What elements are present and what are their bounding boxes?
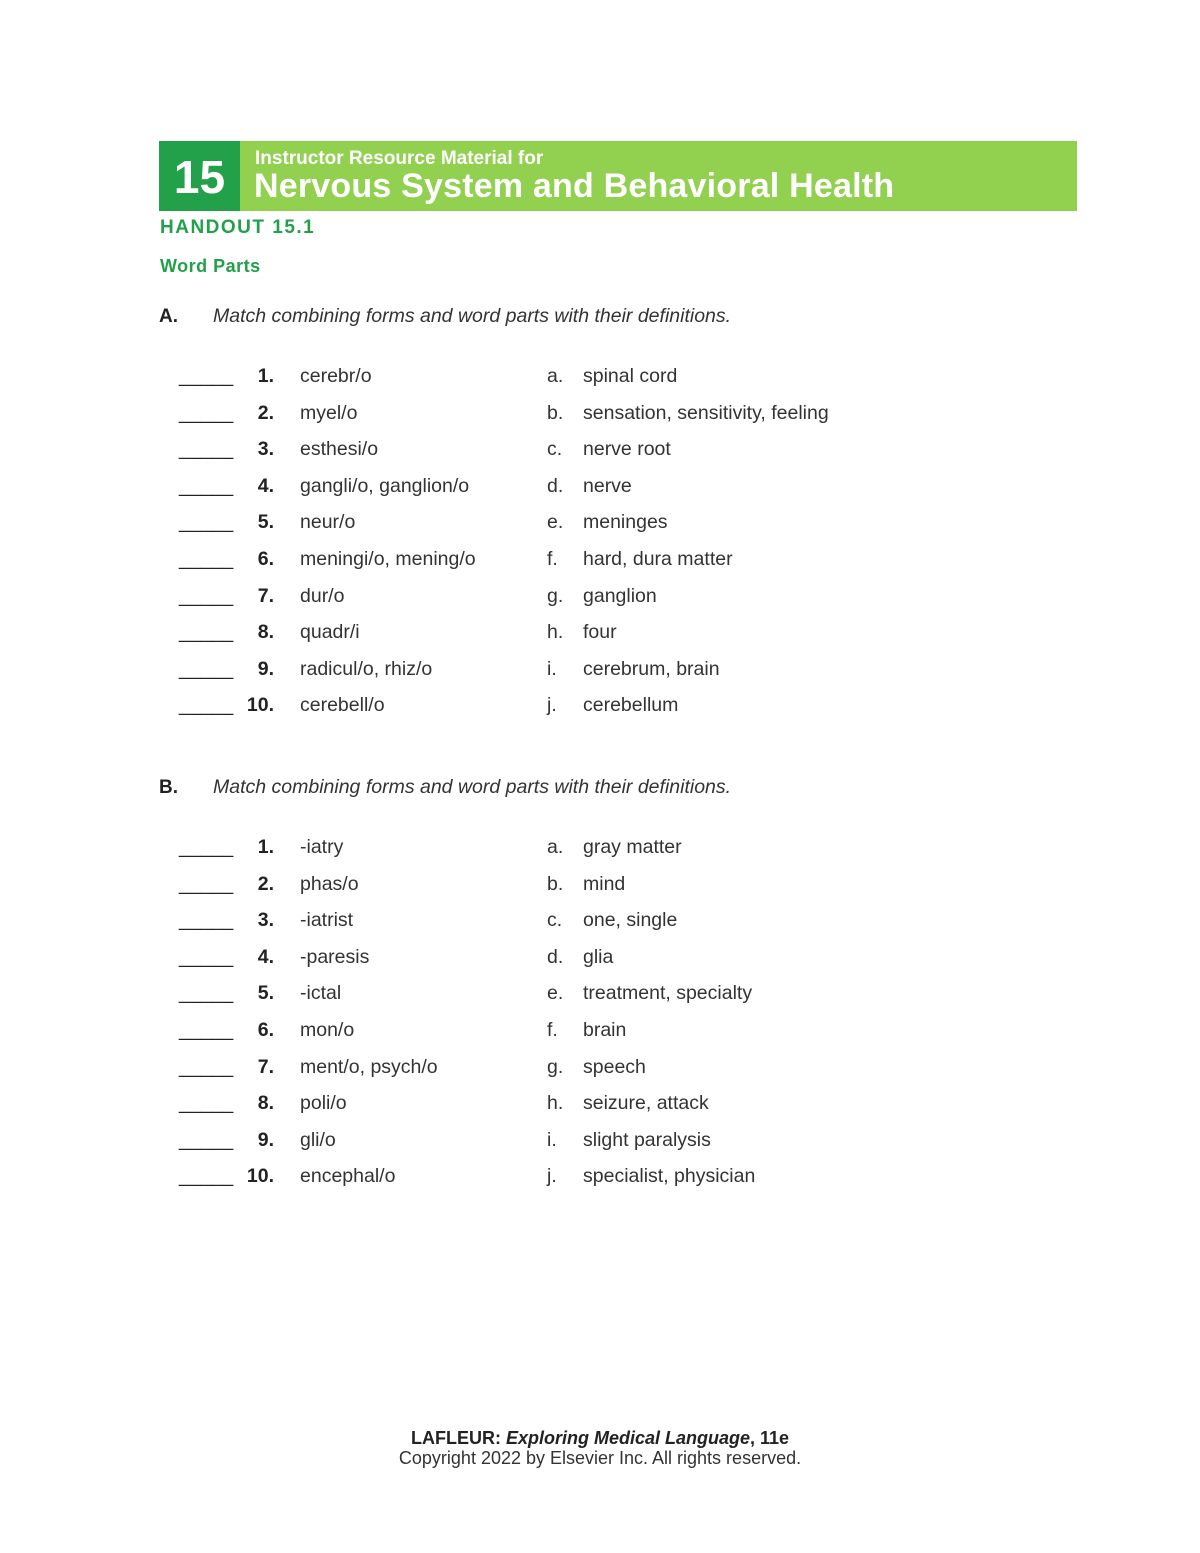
word-part-term: poli/o [300, 1092, 347, 1115]
definition-text: nerve root [583, 438, 671, 461]
match-row [0, 585, 1200, 609]
word-part-term: myel/o [300, 401, 358, 424]
definition-text: seizure, attack [583, 1092, 709, 1115]
match-row [0, 873, 1200, 897]
answer-blank[interactable]: _____ [179, 982, 234, 1005]
word-part-term: neur/o [300, 511, 356, 534]
section-instruction: Match combining forms and word parts with their definitions. [213, 776, 732, 798]
answer-blank[interactable]: _____ [179, 1092, 234, 1115]
answer-blank[interactable]: _____ [179, 657, 234, 680]
word-part-term: mon/o [300, 1019, 355, 1041]
answer-blank[interactable]: _____ [179, 438, 234, 461]
banner-subtitle: Instructor Resource Material for [255, 148, 544, 169]
match-row [0, 511, 1200, 535]
match-row [0, 694, 1200, 718]
word-part-term: gli/o [300, 1128, 336, 1151]
item-number: 8. [257, 1092, 274, 1115]
definition-letter: b. [547, 872, 564, 895]
answer-blank[interactable]: _____ [179, 836, 234, 858]
word-part-term: cerebell/o [300, 694, 385, 717]
definition-letter: g. [547, 584, 564, 607]
answer-blank[interactable]: _____ [179, 621, 234, 644]
definition-text: brain [583, 1019, 627, 1041]
item-number: 9. [257, 1128, 274, 1151]
footer-author: LAFLEUR: [410, 1428, 501, 1448]
section-letter: A. [159, 306, 178, 327]
definition-text: treatment, specialty [583, 982, 753, 1005]
definition-letter: a. [547, 365, 564, 387]
item-number: 5. [257, 982, 274, 1005]
answer-blank[interactable]: _____ [179, 548, 234, 570]
word-part-term: quadr/i [300, 621, 360, 644]
item-number: 10. [246, 694, 274, 717]
answer-blank[interactable]: _____ [179, 365, 234, 387]
definition-letter: d. [547, 945, 564, 968]
definition-letter: i. [547, 657, 557, 680]
definition-text: spinal cord [583, 365, 678, 387]
item-number: 6. [257, 548, 274, 570]
item-number: 8. [257, 621, 274, 644]
definition-text: specialist, physician [583, 1165, 756, 1188]
definition-text: nerve [583, 474, 632, 497]
footer-citation [0, 1428, 1200, 1449]
item-number: 9. [257, 657, 274, 680]
match-row [0, 365, 1200, 389]
word-part-term: meningi/o, mening/o [300, 548, 476, 570]
definition-letter: d. [547, 474, 564, 497]
word-part-term: cerebr/o [300, 365, 372, 387]
definition-letter: j. [547, 694, 557, 717]
word-part-term: -iatrist [300, 909, 354, 932]
answer-blank[interactable]: _____ [179, 474, 234, 497]
word-part-term: -paresis [300, 945, 370, 968]
definition-letter: j. [547, 1165, 557, 1188]
banner-title: Nervous System and Behavioral Health [254, 167, 895, 205]
definition-letter: f. [547, 548, 558, 570]
footer-copyright: Copyright 2022 by Elsevier Inc. All rights reserved. [398, 1448, 802, 1468]
chapter-number: 15 [173, 151, 226, 203]
definition-letter: c. [547, 438, 563, 461]
handout-label: HANDOUT 15.1 [160, 217, 316, 238]
definition-text: sensation, sensitivity, feeling [583, 401, 829, 424]
definition-letter: e. [547, 511, 564, 534]
definition-letter: f. [547, 1019, 558, 1041]
definition-letter: g. [547, 1055, 564, 1078]
definition-text: meninges [583, 511, 668, 534]
answer-blank[interactable]: _____ [179, 1019, 234, 1041]
word-part-term: encephal/o [300, 1165, 396, 1188]
answer-blank[interactable]: _____ [179, 1055, 234, 1078]
item-number: 4. [257, 945, 274, 968]
match-row [0, 982, 1200, 1006]
definition-letter: a. [547, 836, 564, 858]
definition-letter: i. [547, 1128, 557, 1151]
item-number: 1. [257, 365, 274, 387]
answer-blank[interactable]: _____ [179, 584, 234, 607]
footer-edition: , 11e [750, 1428, 790, 1448]
word-part-term: dur/o [300, 584, 345, 607]
item-number: 2. [257, 872, 274, 895]
match-row [0, 402, 1200, 426]
definition-text: cerebellum [583, 694, 679, 717]
match-row [0, 658, 1200, 682]
definition-letter: b. [547, 401, 564, 424]
item-number: 3. [257, 909, 274, 932]
definition-text: four [583, 621, 617, 644]
answer-blank[interactable]: _____ [179, 694, 234, 717]
section-heading: Word Parts [160, 256, 261, 276]
answer-blank[interactable]: _____ [179, 872, 234, 895]
definition-letter: h. [547, 621, 564, 644]
word-part-term: gangli/o, ganglion/o [300, 474, 470, 497]
match-row [0, 1129, 1200, 1153]
match-row [0, 1019, 1200, 1043]
definition-text: hard, dura matter [583, 548, 733, 570]
definition-text: slight paralysis [583, 1128, 711, 1151]
answer-blank[interactable]: _____ [179, 1128, 234, 1151]
definition-text: glia [583, 945, 614, 968]
item-number: 4. [257, 474, 274, 497]
word-part-term: phas/o [300, 872, 359, 895]
item-number: 3. [257, 438, 274, 461]
definition-text: gray matter [583, 836, 682, 858]
definition-text: one, single [583, 909, 678, 932]
definition-text: speech [583, 1055, 646, 1078]
answer-blank[interactable]: _____ [179, 1165, 234, 1188]
item-number: 7. [257, 584, 274, 607]
item-number: 7. [257, 1055, 274, 1078]
section-instruction: Match combining forms and word parts with their definitions. [213, 305, 732, 327]
item-number: 5. [257, 511, 274, 534]
match-row [0, 621, 1200, 645]
definition-letter: c. [547, 909, 563, 932]
section-letter: B. [159, 777, 178, 798]
chapter-number-box [159, 141, 240, 211]
answer-blank[interactable]: _____ [179, 401, 234, 424]
definition-letter: h. [547, 1092, 564, 1115]
word-part-term: ment/o, psych/o [300, 1055, 438, 1078]
match-row [0, 836, 1200, 860]
chapter-banner [159, 141, 1077, 211]
match-row [0, 1092, 1200, 1116]
item-number: 10. [246, 1165, 274, 1188]
item-number: 2. [257, 401, 274, 424]
footer-book-title: Exploring Medical Language [505, 1428, 750, 1448]
definition-letter: e. [547, 982, 564, 1005]
word-part-term: -ictal [300, 982, 342, 1005]
match-row [0, 946, 1200, 970]
item-number: 6. [257, 1019, 274, 1041]
definition-text: cerebrum, brain [583, 657, 720, 680]
answer-blank[interactable]: _____ [179, 909, 234, 932]
word-part-term: radicul/o, rhiz/o [300, 657, 433, 680]
match-row [0, 548, 1200, 572]
match-row [0, 1056, 1200, 1080]
match-row [0, 475, 1200, 499]
word-part-term: -iatry [300, 836, 344, 858]
answer-blank[interactable]: _____ [179, 511, 234, 534]
definition-text: mind [583, 872, 626, 895]
definition-text: ganglion [583, 584, 657, 607]
word-part-term: esthesi/o [300, 438, 379, 461]
item-number: 1. [257, 836, 274, 858]
match-row [0, 1165, 1200, 1189]
match-row [0, 438, 1200, 462]
answer-blank[interactable]: _____ [179, 945, 234, 968]
match-row [0, 909, 1200, 933]
